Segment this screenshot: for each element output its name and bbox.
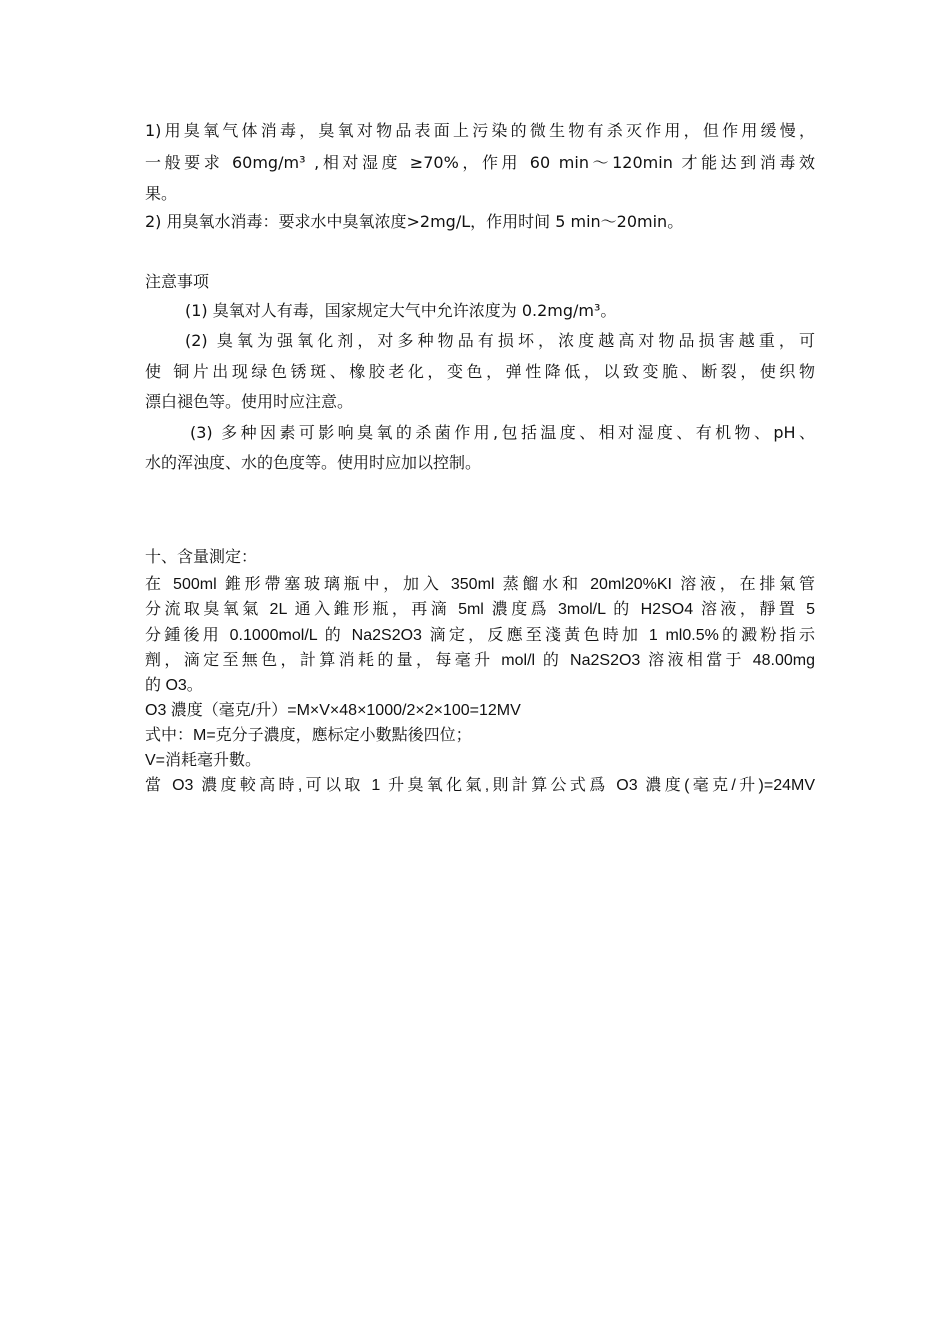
measurement-line-2: 分流取臭氧氣 2L 通入錐形瓶，再滴 5ml 濃度爲 3mol/L 的 H2SO4 溶液，靜置 5 bbox=[145, 601, 815, 618]
measurement-line-3: 分鍾後用 0.1000mol/L 的 Na2S2O3 滴定，反應至淺黃色時加 1 ml0.5%的澱粉指示 bbox=[145, 627, 815, 644]
notes-item-2-line-3: 漂白褪色等。使用时应注意。 bbox=[145, 392, 354, 411]
notes-item-2-line-2: 使 铜片出现绿色锈斑、橡胶老化，变色，弹性降低，以致变脆、断裂，使织物 bbox=[145, 362, 815, 381]
measurement-line-1: 在 500ml 錐形帶塞玻璃瓶中，加入 350ml 蒸餾水和 20ml20%KI 溶液，在排氣管 bbox=[145, 576, 815, 593]
disinfection-line-1: 1)用臭氧气体消毒，臭氧对物品表面上污染的微生物有杀灭作用，但作用缓慢， bbox=[145, 121, 815, 140]
measurement-line-5: 的 O3。 bbox=[145, 677, 203, 694]
notes-item-3-line-1: (3) 多种因素可影响臭氧的杀菌作用,包括温度、相对湿度、有机物、pH、 bbox=[190, 423, 815, 442]
notes-item-3-line-2: 水的浑浊度、水的色度等。使用时应加以控制。 bbox=[145, 453, 482, 472]
disinfection-line-3: 果。 bbox=[145, 184, 178, 203]
notes-heading: 注意事项 bbox=[145, 272, 210, 291]
disinfection-line-4: 2) 用臭氧水消毒：要求水中臭氧浓度>2mg/L，作用时间 5 min～20min。 bbox=[145, 212, 684, 231]
measurement-formula: O3 濃度（毫克/升）=M×V×48×1000/2×2×100=12MV bbox=[145, 702, 521, 719]
measurement-where-v: V=消耗毫升數。 bbox=[145, 752, 262, 769]
measurement-where-m: 式中：M=克分子濃度，應标定小數點後四位； bbox=[145, 727, 472, 744]
notes-item-1: (1) 臭氧对人有毒，国家规定大气中允许浓度为 0.2mg/m³。 bbox=[185, 301, 617, 320]
notes-item-2-line-1: (2) 臭氧为强氧化剂，对多种物品有损坏，浓度越高对物品损害越重，可 bbox=[185, 331, 815, 350]
measurement-high-conc: 當 O3 濃度較高時,可以取 1 升臭氧化氣,則計算公式爲 O3 濃度(毫克/升)=24MV bbox=[145, 777, 815, 794]
measurement-line-4: 劑，滴定至無色，計算消耗的量，每毫升 mol/l 的 Na2S2O3 溶液相當于 48.00mg bbox=[145, 652, 815, 669]
measurement-heading: 十、含量測定： bbox=[145, 549, 258, 566]
disinfection-line-2: 一般要求 60mg/m³ ,相对湿度 ≥70%，作用 60 min～120min 才能达到消毒效 bbox=[145, 153, 815, 172]
